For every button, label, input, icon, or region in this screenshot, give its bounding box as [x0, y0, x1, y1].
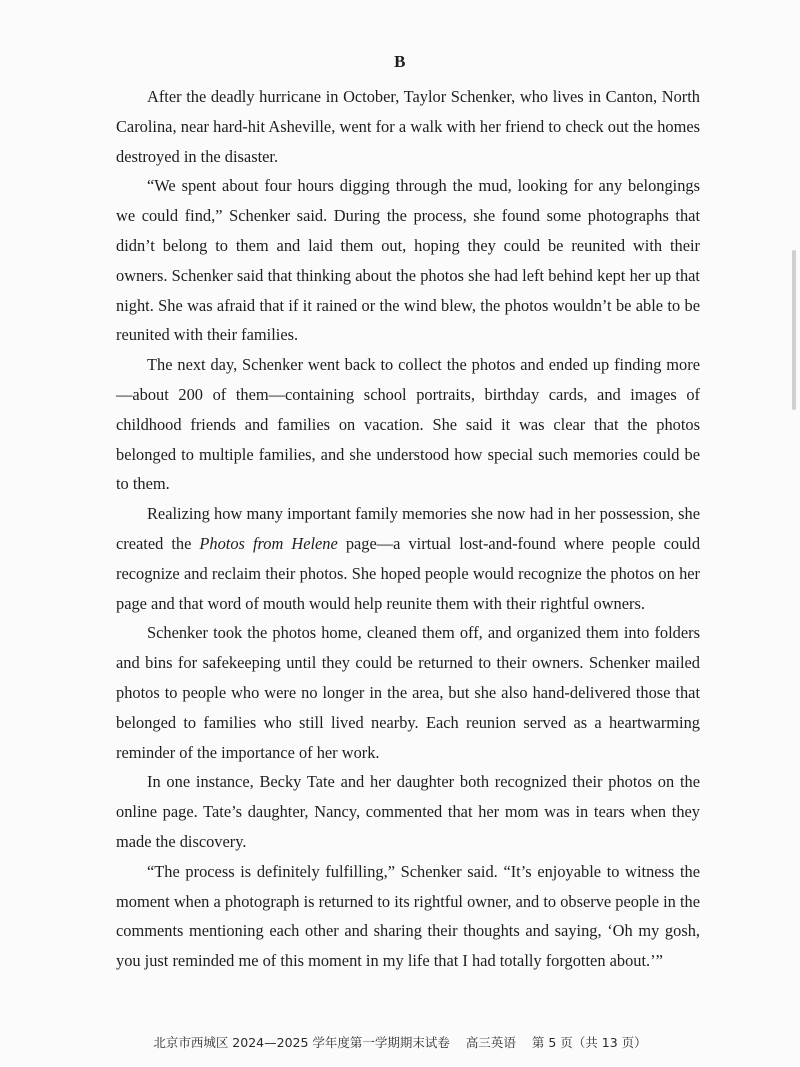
paragraph-4-text-start: Realizing how many important family memories she now had in her possession, she created the	[116, 504, 700, 553]
page-footer	[0, 1033, 800, 1051]
page-title-italic: Photos from Helene	[199, 533, 338, 553]
section-heading: B	[394, 52, 406, 71]
scrollbar[interactable]	[792, 250, 796, 410]
paragraph-7	[116, 857, 700, 976]
footer-exam-title: 北京市西城区 2024—2025 学年度第一学期期末试卷	[153, 1035, 450, 1050]
paragraph-5-text: Schenker took the photos home, cleaned them off, and organized them into folders and bins for safekeeping until they could be returned to their owners. Schenker mailed photos to people who were no longer in the area, but she also hand-delivered those that belonged to families who still lived nearby. Each reunion served as a heartwarming reminder of the importance of her work.	[116, 623, 700, 762]
paragraph-6	[116, 767, 700, 856]
paragraph-1-text: After the deadly hurricane in October, Taylor Schenker, who lives in Canton, North Carolina, near hard-hit Asheville, went for a walk with her friend to check out the homes destroyed in the disaster.	[116, 87, 700, 166]
footer-page-number: 第 5 页（共 13 页）	[531, 1035, 647, 1050]
paragraph-3-text: The next day, Schenker went back to collect the photos and ended up finding more—about 200 of them—containing school portraits, birthday cards, and images of childhood friends and families on vacation. She said it was clear that the photos belonged to multiple families, and she understood how special such memories could be to them.	[116, 355, 700, 494]
article-body	[116, 82, 700, 976]
paragraph-7-text: “The process is definitely fulfilling,” Schenker said. “It’s enjoyable to witness the moment when a photograph is returned to its rightful owner, and to observe people in the comments mentioning each other and sharing their thoughts and saying, ‘Oh my gosh, you just reminded me of this moment in my life that I had totally forgotten about.’”	[116, 861, 700, 971]
paragraph-2	[116, 171, 700, 350]
paragraph-3	[116, 350, 700, 499]
paragraph-2-text: “We spent about four hours digging through the mud, looking for any belongings we could find,” Schenker said. During the process, she found some photographs that didn’t belong to them and laid them out, hoping they could be reunited with their owners. Schenker said that thinking about the photos she had left behind kept her up that night. She was afraid that if it rained or the wind blew, the photos wouldn’t be able to be reunited with their families.	[116, 176, 700, 345]
paragraph-5	[116, 618, 700, 767]
paragraph-6-text: In one instance, Becky Tate and her daughter both recognized their photos on the online page. Tate’s daughter, Nancy, commented that her mom was in tears when they made the discovery.	[116, 772, 700, 851]
paragraph-4-text-end: page—a virtual lost-and-found where people could recognize and reclaim their photos. She hoped people would recognize the photos on her page and that word of mouth would help reunite them with their rightful owners.	[116, 533, 701, 613]
paragraph-4	[116, 499, 700, 618]
footer-subject: 高三英语	[465, 1035, 516, 1050]
paragraph-1	[116, 82, 700, 171]
